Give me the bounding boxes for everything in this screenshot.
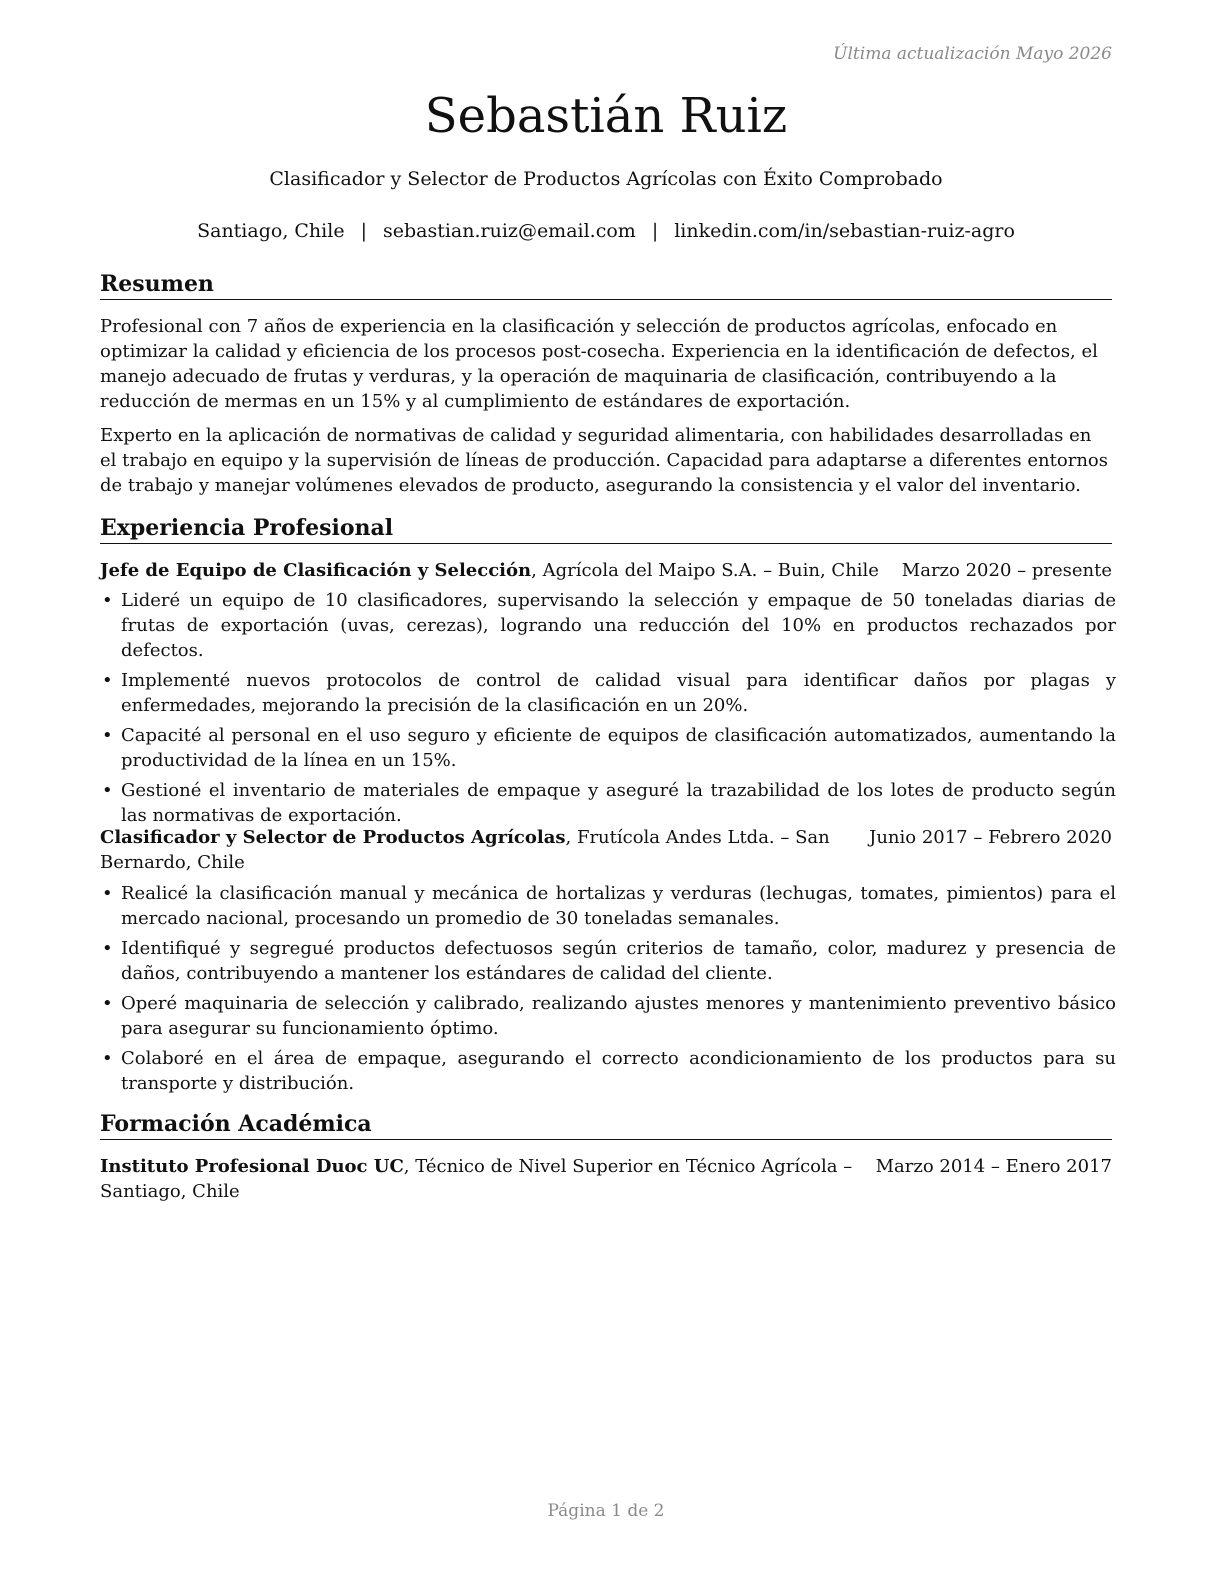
job-header-2 [100, 825, 1112, 875]
education-institution: Instituto Profesional Duoc UC [100, 1156, 404, 1177]
contact-email[interactable]: sebastian.ruiz@email.com [382, 220, 636, 242]
bullet-text: Operé maquinaria de selección y calibrado, realizando ajustes menores y mantenimiento preventivo básico para asegurar su funcionamiento óptimo. [121, 993, 1116, 1039]
job-bullets-2 [100, 881, 1116, 1101]
contact-separator: | [651, 220, 659, 242]
bullet-icon: • [102, 670, 113, 691]
education-dates: Marzo 2014 – Enero 2017 [875, 1156, 1112, 1177]
job-header-1 [100, 558, 1112, 583]
bullet-icon: • [102, 938, 113, 959]
bullet-text: Capacité al personal en el uso seguro y eficiente de equipos de clasificación automatizados, aumentando la productividad de la línea en un 15%. [121, 725, 1116, 771]
bullet-text: Identifiqué y segregué productos defectuosos según criterios de tamaño, color, madurez y presencia de daños, contribuyendo a mantener los estándares de calidad del cliente. [121, 938, 1116, 984]
headline: Clasificador y Selector de Productos Agrícolas con Éxito Comprobado [269, 168, 943, 190]
job-dates: Marzo 2020 – presente [901, 560, 1112, 581]
list-item [100, 778, 1116, 828]
bullet-icon: • [102, 1048, 113, 1069]
bullet-text: Colaboré en el área de empaque, asegurando el correcto acondicionamiento de los productos para su transporte y distribución. [121, 1048, 1116, 1094]
list-item [100, 723, 1116, 773]
contact-separator: | [360, 220, 367, 242]
education-entry [100, 1154, 1112, 1204]
last-updated: Última actualización Mayo 2026 [833, 44, 1112, 64]
bullet-icon: • [102, 780, 113, 801]
job-company: , Agrícola del Maipo S.A. – Buin, Chile [531, 560, 879, 581]
list-item [100, 991, 1116, 1041]
bullet-text: Gestioné el inventario de materiales de empaque y aseguré la trazabilidad de los lotes de producto según las normativas de exportación. [121, 780, 1116, 826]
job-role: Clasificador y Selector de Productos Agrícolas [100, 827, 566, 848]
list-item [100, 936, 1116, 986]
list-item [100, 881, 1116, 931]
bullet-icon: • [102, 883, 113, 904]
bullet-text: Lideré un equipo de 10 clasificadores, supervisando la selección y empaque de 50 toneladas diarias de frutas de exportación (uvas, cerezas), logrando una reducción del 10% en productos rechazados por defectos. [121, 590, 1116, 661]
section-title-education: Formación Académica [100, 1110, 1112, 1140]
bullet-text: Implementé nuevos protocolos de control de calidad visual para identificar daños por plagas y enfermedades, mejorando la precisión de la clasificación en un 20%. [121, 670, 1116, 716]
bullet-icon: • [102, 725, 113, 746]
job-company: , Frutícola Andes Ltda. – San Bernardo, Chile [100, 827, 830, 873]
list-item [100, 588, 1116, 663]
bullet-text: Realicé la clasificación manual y mecánica de hortalizas y verduras (lechugas, tomates, pimientos) para el mercado nacional, procesando un promedio de 30 toneladas semanales. [121, 883, 1116, 929]
education-degree: , Técnico de Nivel Superior en Técnico Agrícola – Santiago, Chile [100, 1156, 853, 1202]
candidate-name: Sebastián Ruiz [424, 88, 788, 144]
summary-paragraph-1: Profesional con 7 años de experiencia en la clasificación y selección de productos agrícolas, enfocado en optimizar la calidad y eficiencia de los procesos post-cosecha. Experiencia en la identificación de defectos, el manejo adecuado de frutas y verduras, y la operación de maquinaria de clasificación, contribuyendo a la reducción de mermas en un 15% y al cumplimiento de estándares de exportación. [100, 316, 1098, 412]
contact-location: Santiago, Chile [197, 220, 345, 242]
summary-paragraph-2: Experto en la aplicación de normativas de calidad y seguridad alimentaria, con habilidades desarrolladas en el trabajo en equipo y la supervisión de líneas de producción. Capacidad para adaptarse a diferentes entornos de trabajo y manejar volúmenes elevados de producto, asegurando la consistencia y el valor del inventario. [100, 425, 1108, 496]
contact-linkedin[interactable]: linkedin.com/in/sebastian-ruiz-agro [674, 220, 1015, 242]
job-role: Jefe de Equipo de Clasificación y Selección [100, 560, 532, 581]
job-dates: Junio 2017 – Febrero 2020 [869, 827, 1112, 848]
job-bullets-1 [100, 588, 1116, 833]
section-title-experience: Experiencia Profesional [100, 514, 1112, 544]
page-number: Página 1 de 2 [547, 1501, 665, 1521]
section-title-summary: Resumen [100, 270, 1112, 300]
bullet-icon: • [102, 590, 113, 611]
resume-page [100, 0, 1116, 1584]
bullet-icon: • [102, 993, 113, 1014]
contact-line [100, 218, 1112, 244]
list-item [100, 668, 1116, 718]
list-item [100, 1046, 1116, 1096]
